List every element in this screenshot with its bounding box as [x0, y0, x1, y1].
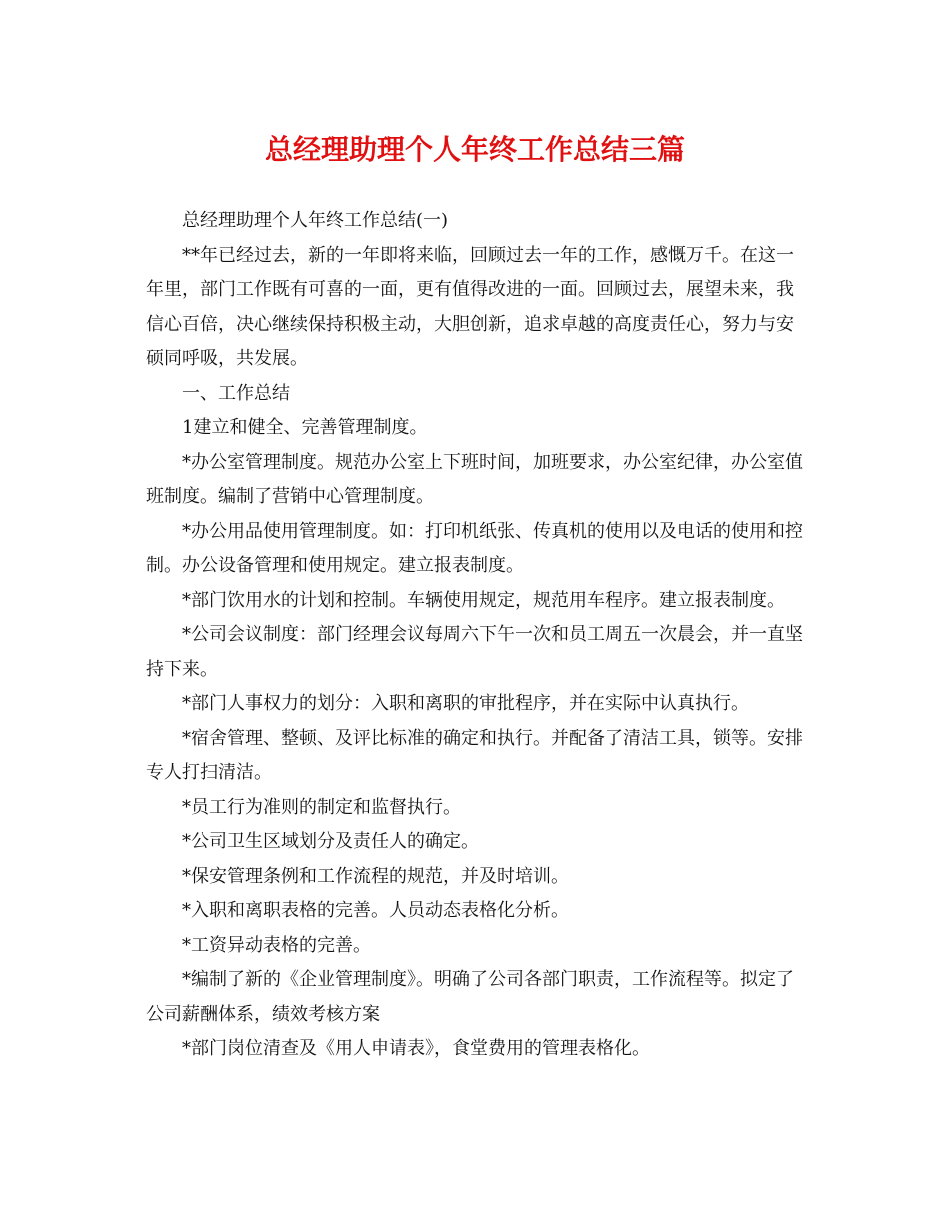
section-heading-work-summary: 一、工作总结 — [182, 382, 290, 404]
list-item: *办公用品使用管理制度。如：打印机纸张、传真机的使用以及电话的使用和控制。办公设备管理和使用规定。建立报表制度。 — [146, 520, 803, 576]
document-body — [146, 204, 806, 1067]
list-item: *公司卫生区域划分及责任人的确定。 — [182, 831, 479, 852]
list-item: *部门岗位清查及《用人申请表》，食堂费用的管理表格化。 — [182, 1038, 650, 1059]
paragraph-intro: **年已经过去，新的一年即将来临，回顾过去一年的工作，感慨万千。在这一年里，部门工作既有可喜的一面，更有值得改进的一面。回顾过去，展望未来，我信心百倍，决心继续保持积极主动，大胆创新，追求卓越的高度责任心，努力与安硕同呼吸，共发展。 — [146, 244, 794, 369]
list-item: *部门饮用水的计划和控制。车辆使用规定，规范用车程序。建立报表制度。 — [182, 589, 785, 611]
list-item: *员工行为准则的制定和监督执行。 — [182, 796, 461, 818]
subheading-system: 1建立和健全、完善管理制度。 — [182, 417, 428, 438]
list-item: *编制了新的《企业管理制度》。明确了公司各部门职责，工作流程等。拟定了公司薪酬体系，绩效考核方案 — [146, 969, 794, 1025]
section-heading: 总经理助理个人年终工作总结(一) — [182, 210, 449, 231]
list-item: *保安管理条例和工作流程的规范，并及时培训。 — [182, 865, 569, 887]
list-item: *工资异动表格的完善。 — [182, 934, 371, 956]
list-item: *公司会议制度：部门经理会议每周六下午一次和员工周五一次晨会，并一直坚持下来。 — [146, 624, 803, 680]
document-title: 总经理助理个人年终工作总结三篇 — [264, 133, 685, 166]
list-item: *部门人事权力的划分：入职和离职的审批程序，并在实际中认真执行。 — [182, 693, 749, 714]
list-item: *办公室管理制度。规范办公室上下班时间，加班要求，办公室纪律，办公室值班制度。编制了营销中心管理制度。 — [146, 451, 803, 507]
list-item: *入职和离职表格的完善。人员动态表格化分析。 — [182, 900, 569, 921]
list-item: *宿舍管理、整顿、及评比标准的确定和执行。并配备了清洁工具，锁等。安排专人打扫清洁。 — [146, 727, 803, 783]
